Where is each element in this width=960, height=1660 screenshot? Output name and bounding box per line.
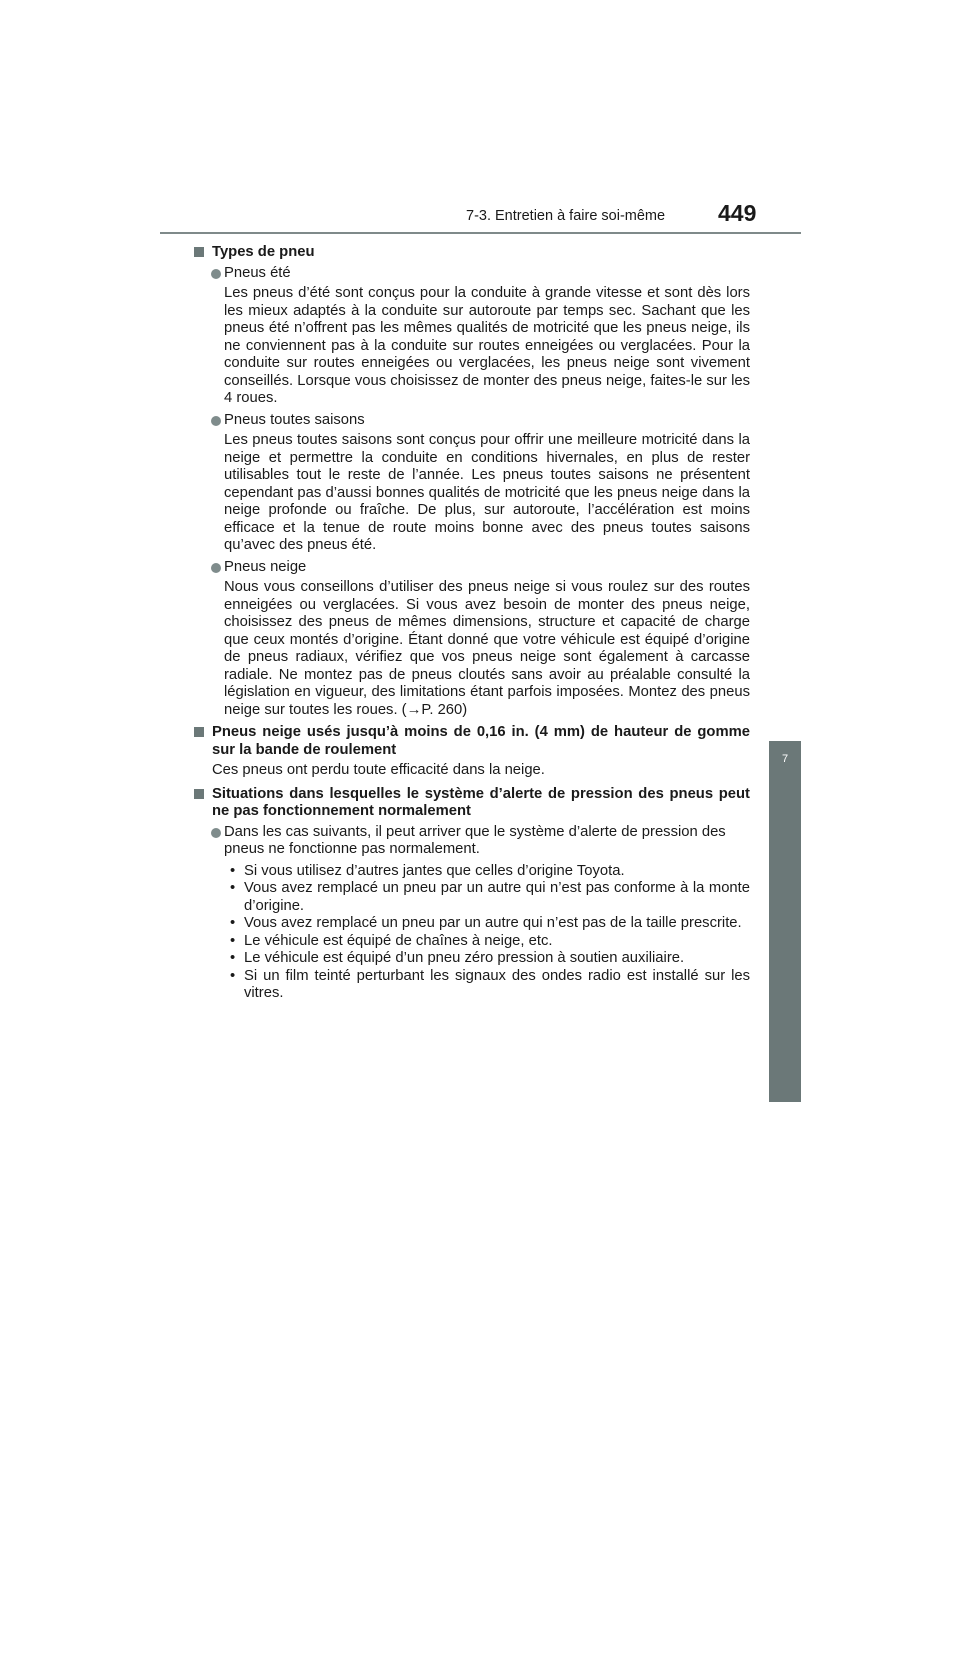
bullet-snow — [194, 559, 750, 577]
circle-bullet-icon — [211, 828, 221, 838]
heading-tpms-situations — [194, 786, 750, 821]
heading-tire-types — [194, 244, 750, 262]
arrow-icon: → — [406, 701, 422, 718]
square-bullet-icon — [194, 247, 204, 257]
list-item: • Vous avez remplacé un pneu par un autre qui n’est pas conforme à la monte d’origine. — [230, 880, 750, 914]
square-bullet-icon — [194, 727, 204, 737]
circle-bullet-icon — [211, 563, 221, 573]
list-item: • Si vous utilisez d’autres jantes que celles d’origine Toyota. — [230, 862, 625, 879]
item-snow-tires — [194, 559, 750, 720]
dot-marker: • — [230, 915, 236, 931]
circle-bullet-icon — [211, 269, 221, 279]
item-summer-tires — [194, 265, 750, 408]
snow-text-body: Nous vous conseillons d’utiliser des pneus neige si vous roulez sur des routes enneigées ou verglacées. Si vous avez besoin de monter des pneus neige, choisissez des pneus de mêmes dimensions, structure et capacité de charge que ceux montés d’origine. Étant donné que votre véhicule est équipé d’origine de pneus radiaux, vérifiez que vos pneus neige sont également à carcasse radiale. Ne montez pas de pneus cloutés sans avoir au préalable consulté la législation en vigueur, des limitations étant parfois imposées. Montez des pneus neige sur toutes les roues. ( — [224, 579, 750, 718]
summer-text: Les pneus d’été sont conçus pour la conduite à grande vitesse et sont dès lors les mieux adaptés à la conduite sur autoroute par temps sec. Sachant que les pneus été n’offrent pas les mêmes qualités de motricité que les pneus neige, ils ne conviennent pas à la conduite sur routes enneigées ou verglacées. Pour la conduite sur routes enneigées ou verglacées, les pneus neige sont vivement conseillés. Lorsque vous choisissez de monter des pneus neige, faites-le sur les 4 roues. — [224, 285, 750, 406]
snow-text — [194, 579, 750, 719]
chapter-tab — [769, 741, 801, 1660]
bullet-allseason — [194, 412, 750, 430]
list-item: • Si un film teinté perturbant les signaux des ondes radio est installé sur les vitres. — [230, 967, 750, 1001]
chapter-title: Entretien et soin — [777, 1566, 793, 1660]
bullet-label: Pneus été — [224, 264, 291, 281]
heading-text: Situations dans lesquelles le système d’alerte de pression des pneus peut ne pas fonctionnement normalement — [212, 785, 750, 819]
item-allseason-tires — [194, 412, 750, 555]
worn-text: Ces pneus ont perdu toute efficacité dans la neige. — [212, 762, 545, 778]
bullet-label: Pneus neige — [224, 558, 307, 575]
bullet-text: Dans les cas suivants, il peut arriver que le système d’alerte de pression des pneus ne fonctionne pas normalement. — [224, 823, 726, 857]
chapter-number: 7 — [781, 753, 789, 765]
page-reference-link[interactable]: P. 260) — [421, 701, 468, 718]
dot-marker: • — [230, 880, 236, 896]
section-title: 7-3. Entretien à faire soi-même — [466, 208, 666, 224]
dot-marker: • — [230, 862, 236, 879]
dot-marker: • — [230, 950, 236, 966]
list-item: • Le véhicule est équipé d’un pneu zéro pression à soutien auxiliaire. — [230, 950, 685, 966]
bullet-label: Pneus toutes saisons — [224, 411, 365, 428]
allseason-text: Les pneus toutes saisons sont conçus pour offrir une meilleure motricité dans la neige et permettre la conduite en conditions hivernales, en plus de rester utilisables tout le reste de l’année. Les pneus toutes saisons ne présentent cependant pas d’aussi bonnes qualités de motricité que les pneus neige dans la neige profonde ou fraîche. De plus, sur autoroute, l’accélération est moins efficace et la tenue de route moins bonne avec des pneus toutes saisons qu’avec des pneus été. — [224, 432, 750, 553]
page-content — [194, 244, 750, 1003]
page-number: 449 — [718, 200, 757, 226]
bullet-summer — [194, 265, 750, 283]
list-item: • Vous avez remplacé un pneu par un autre qui n’est pas de la taille prescrite. — [230, 915, 742, 931]
bullet-tpms — [194, 824, 750, 859]
circle-bullet-icon — [211, 416, 221, 426]
tpms-situation-list — [194, 863, 750, 1003]
dot-marker: • — [230, 967, 236, 984]
header-divider — [160, 232, 801, 234]
heading-worn-snow-tires — [194, 724, 750, 759]
heading-text: Pneus neige usés jusqu’à moins de 0,16 in. (4 mm) de hauteur de gomme sur la bande de roulement — [212, 724, 750, 758]
list-item: • Le véhicule est équipé de chaînes à neige, etc. — [230, 932, 553, 949]
dot-marker: • — [230, 932, 236, 949]
square-bullet-icon — [194, 789, 204, 799]
heading-text: Types de pneu — [212, 244, 315, 260]
